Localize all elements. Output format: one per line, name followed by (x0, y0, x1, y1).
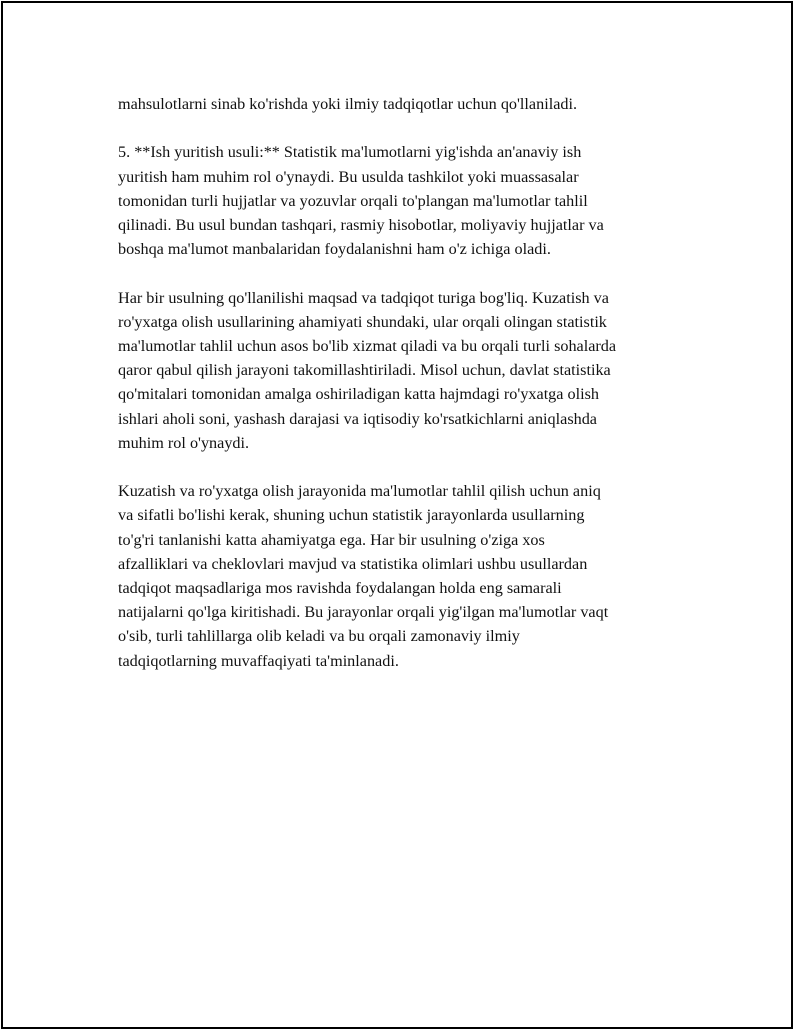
paragraph-ish-yuritish-usuli: 5. **Ish yuritish usuli:** Statistik ma'lumotlarni yig'ishda an'anaviy ish yuritish ham muhim rol o'ynaydi. Bu usulda tashkilot yoki muassasalar tomonidan turli hujjatlar va yozuvlar orqali to'plangan ma'lumotlar tahlil qilinadi. Bu usul bundan tashqari, rasmiy hisobotlar, moliyaviy hujjatlar va boshqa ma'lumot manbalaridan foydalanishni ham o'z ichiga oladi. (118, 143, 604, 259)
paragraph-kuzatish-royxat: Kuzatish va ro'yxatga olish jarayonida ma'lumotlar tahlil qilish uchun aniq va sifatli bo'lishi kerak, shuning uchun statistik jarayonlarda usullarning to'g'ri tanlanishi katta ahamiyatga ega. Har bir usulning o'ziga xos afzalliklari va cheklovlari mavjud va statistika olimlari ushbu usullardan tadqiqot maqsadlariga mos ravishda foydalangan holda eng samarali natijalarni qo'lga kiritishadi. Bu jarayonlar orqali yig'ilgan ma'lumotlar vaqt o'sib, turli tahlillarga olib keladi va bu orqali zamonaviy ilmiy tadqiqotlarning muvaffaqiyati ta'minlanadi. (118, 482, 609, 670)
paragraph-intro-fragment: mahsulotlarni sinab ko'rishda yoki ilmiy tadqiqotlar uchun qo'llaniladi. (118, 95, 578, 113)
paragraph-usul-qollanilishi: Har bir usulning qo'llanilishi maqsad va tadqiqot turiga bog'liq. Kuzatish va ro'yxatga olish usullarining ahamiyati shundaki, ular orqali olingan statistik ma'lumotlar tahlil uchun asos bo'lib xizmat qiladi va bu orqali turli sohalarda qaror qabul qilish jarayoni takomillashtiriladi. Misol uchun, davlat statistika qo'mitalari tomonidan amalga oshiriladigan katta hajmdagi ro'yxatga olish ishlari aholi soni, yashash darajasi va iqtisodiy ko'rsatkichlarni aniqlashda muhim rol o'ynaydi. (118, 288, 617, 452)
document-body (118, 92, 693, 697)
